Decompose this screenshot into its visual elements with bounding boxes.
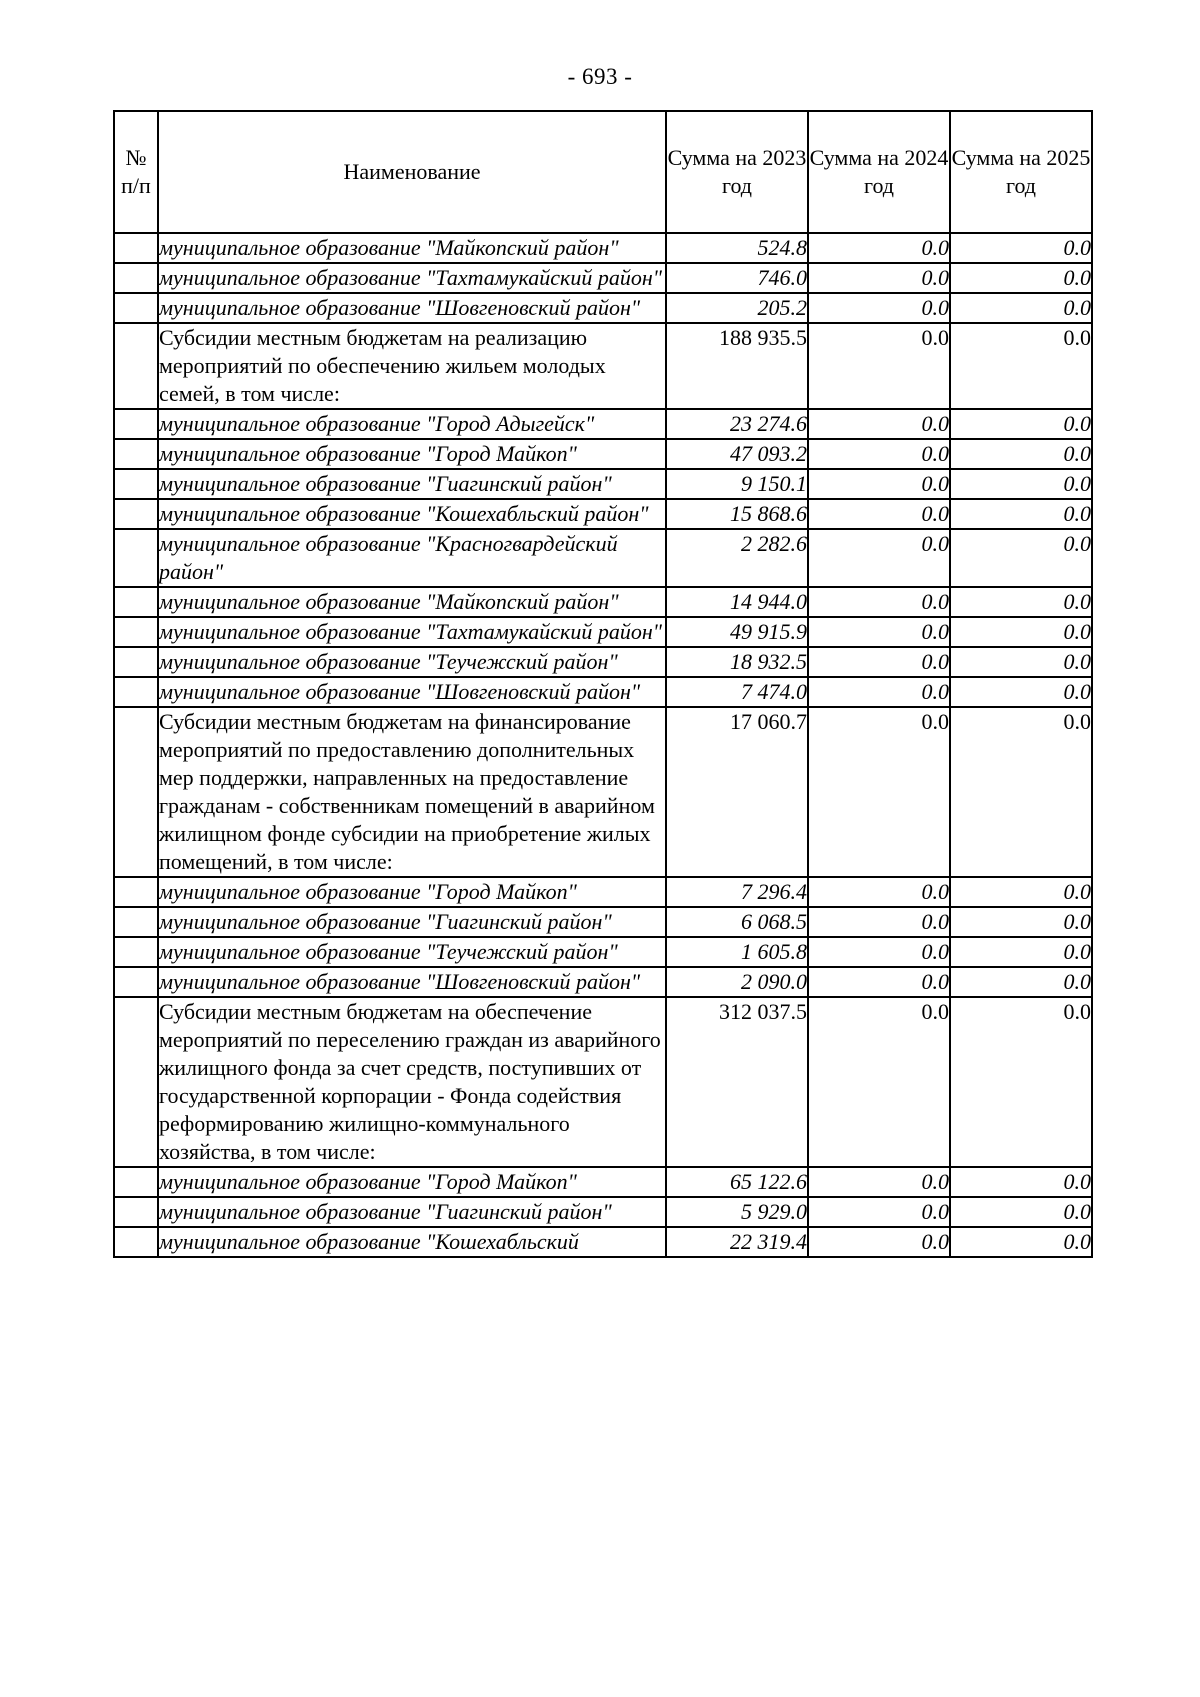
row-2023-cell: 23 274.6 (666, 409, 808, 439)
table-row (114, 1167, 1092, 1197)
row-2025-cell: 0.0 (950, 647, 1092, 677)
table-row (114, 907, 1092, 937)
row-num-cell (114, 529, 158, 587)
row-2025-cell: 0.0 (950, 967, 1092, 997)
table-row (114, 587, 1092, 617)
row-name-cell: муниципальное образование "Город Майкоп" (158, 1167, 666, 1197)
row-num-cell (114, 323, 158, 409)
row-2024-cell: 0.0 (808, 707, 950, 877)
table-header-row (114, 111, 1092, 233)
header-2025: Сумма на 2025 год (950, 111, 1092, 233)
header-num: № п/п (114, 111, 158, 233)
row-2023-cell: 22 319.4 (666, 1227, 808, 1257)
table-row (114, 263, 1092, 293)
page-number: - 693 - (567, 64, 633, 89)
row-2023-cell: 6 068.5 (666, 907, 808, 937)
row-name-cell: муниципальное образование "Теучежский район" (158, 937, 666, 967)
row-2023-cell: 205.2 (666, 293, 808, 323)
row-2025-cell: 0.0 (950, 1227, 1092, 1257)
table-row (114, 439, 1092, 469)
header-2024: Сумма на 2024 год (808, 111, 950, 233)
row-name-cell: муниципальное образование "Гиагинский район" (158, 907, 666, 937)
row-2024-cell: 0.0 (808, 529, 950, 587)
row-2024-cell: 0.0 (808, 997, 950, 1167)
row-num-cell (114, 587, 158, 617)
table-row (114, 499, 1092, 529)
row-2023-cell: 188 935.5 (666, 323, 808, 409)
row-2024-cell: 0.0 (808, 677, 950, 707)
row-name-cell: муниципальное образование "Гиагинский район" (158, 1197, 666, 1227)
table-row (114, 1197, 1092, 1227)
table-row (114, 997, 1092, 1167)
row-2025-cell: 0.0 (950, 617, 1092, 647)
row-num-cell (114, 877, 158, 907)
row-2024-cell: 0.0 (808, 439, 950, 469)
row-num-cell (114, 409, 158, 439)
row-num-cell (114, 439, 158, 469)
table-row (114, 469, 1092, 499)
row-2025-cell: 0.0 (950, 877, 1092, 907)
row-2025-cell: 0.0 (950, 997, 1092, 1167)
row-2024-cell: 0.0 (808, 323, 950, 409)
row-2023-cell: 9 150.1 (666, 469, 808, 499)
row-2023-cell: 49 915.9 (666, 617, 808, 647)
row-2024-cell: 0.0 (808, 233, 950, 263)
row-num-cell (114, 233, 158, 263)
row-name-cell: Субсидии местным бюджетам на реализацию мероприятий по обеспечению жильем молодых семей, в том числе: (158, 323, 666, 409)
row-2025-cell: 0.0 (950, 1167, 1092, 1197)
row-2023-cell: 2 090.0 (666, 967, 808, 997)
row-num-cell (114, 997, 158, 1167)
row-2024-cell: 0.0 (808, 967, 950, 997)
row-2023-cell: 746.0 (666, 263, 808, 293)
row-name-cell: муниципальное образование "Кошехабльский (158, 1227, 666, 1257)
row-name-cell: муниципальное образование "Город Адыгейск" (158, 409, 666, 439)
row-name-cell: муниципальное образование "Красногвардейский район" (158, 529, 666, 587)
row-name-cell: муниципальное образование "Теучежский район" (158, 647, 666, 677)
table-row (114, 323, 1092, 409)
table-row (114, 1227, 1092, 1257)
table-row (114, 877, 1092, 907)
row-2023-cell: 15 868.6 (666, 499, 808, 529)
row-name-cell: муниципальное образование "Тахтамукайский район" (158, 617, 666, 647)
row-2023-cell: 2 282.6 (666, 529, 808, 587)
row-2025-cell: 0.0 (950, 469, 1092, 499)
row-2023-cell: 17 060.7 (666, 707, 808, 877)
budget-table (113, 110, 1093, 1258)
row-2024-cell: 0.0 (808, 907, 950, 937)
table-row (114, 529, 1092, 587)
row-2023-cell: 7 296.4 (666, 877, 808, 907)
row-name-cell: Субсидии местным бюджетам на финансирование мероприятий по предоставлению дополнительных мер поддержки, направленных на предоставление гражданам - собственникам помещений в аварийном жилищном фонде субсидии на приобретение жилых помещений, в том числе: (158, 707, 666, 877)
table-row (114, 967, 1092, 997)
row-2025-cell: 0.0 (950, 1197, 1092, 1227)
table-row (114, 617, 1092, 647)
header-name: Наименование (158, 111, 666, 233)
row-name-cell: муниципальное образование "Шовгеновский район" (158, 967, 666, 997)
row-name-cell: муниципальное образование "Шовгеновский район" (158, 677, 666, 707)
row-name-cell: муниципальное образование "Город Майкоп" (158, 439, 666, 469)
row-2024-cell: 0.0 (808, 647, 950, 677)
row-num-cell (114, 499, 158, 529)
row-2023-cell: 47 093.2 (666, 439, 808, 469)
row-num-cell (114, 1227, 158, 1257)
row-name-cell: муниципальное образование "Кошехабльский район" (158, 499, 666, 529)
row-2024-cell: 0.0 (808, 1227, 950, 1257)
row-2025-cell: 0.0 (950, 409, 1092, 439)
row-name-cell: муниципальное образование "Майкопский район" (158, 233, 666, 263)
table-row (114, 409, 1092, 439)
table-row (114, 707, 1092, 877)
row-2023-cell: 1 605.8 (666, 937, 808, 967)
row-name-cell: муниципальное образование "Шовгеновский район" (158, 293, 666, 323)
row-2024-cell: 0.0 (808, 587, 950, 617)
row-2024-cell: 0.0 (808, 499, 950, 529)
row-2024-cell: 0.0 (808, 293, 950, 323)
row-num-cell (114, 707, 158, 877)
row-num-cell (114, 293, 158, 323)
row-name-cell: Субсидии местным бюджетам на обеспечение мероприятий по переселению граждан из аварийного жилищного фонда за счет средств, поступивших от государственной корпорации - Фонда содействия реформированию жилищно-коммунального хозяйства, в том числе: (158, 997, 666, 1167)
row-name-cell: муниципальное образование "Гиагинский район" (158, 469, 666, 499)
row-2025-cell: 0.0 (950, 907, 1092, 937)
row-2023-cell: 312 037.5 (666, 997, 808, 1167)
row-num-cell (114, 937, 158, 967)
row-2025-cell: 0.0 (950, 499, 1092, 529)
row-2023-cell: 524.8 (666, 233, 808, 263)
row-2024-cell: 0.0 (808, 1197, 950, 1227)
table-row (114, 677, 1092, 707)
row-2023-cell: 7 474.0 (666, 677, 808, 707)
row-2025-cell: 0.0 (950, 677, 1092, 707)
row-2024-cell: 0.0 (808, 263, 950, 293)
row-2025-cell: 0.0 (950, 233, 1092, 263)
table-row (114, 647, 1092, 677)
row-2024-cell: 0.0 (808, 409, 950, 439)
row-2025-cell: 0.0 (950, 707, 1092, 877)
row-2025-cell: 0.0 (950, 587, 1092, 617)
row-num-cell (114, 1167, 158, 1197)
row-2025-cell: 0.0 (950, 529, 1092, 587)
row-num-cell (114, 907, 158, 937)
table-row (114, 937, 1092, 967)
row-num-cell (114, 617, 158, 647)
row-2024-cell: 0.0 (808, 469, 950, 499)
row-2025-cell: 0.0 (950, 293, 1092, 323)
row-2024-cell: 0.0 (808, 617, 950, 647)
table-row (114, 233, 1092, 263)
row-2025-cell: 0.0 (950, 937, 1092, 967)
row-2024-cell: 0.0 (808, 1167, 950, 1197)
row-num-cell (114, 1197, 158, 1227)
row-2023-cell: 18 932.5 (666, 647, 808, 677)
row-num-cell (114, 469, 158, 499)
row-num-cell (114, 677, 158, 707)
row-name-cell: муниципальное образование "Майкопский район" (158, 587, 666, 617)
table-row (114, 293, 1092, 323)
row-2025-cell: 0.0 (950, 439, 1092, 469)
row-2024-cell: 0.0 (808, 937, 950, 967)
row-2023-cell: 65 122.6 (666, 1167, 808, 1197)
row-num-cell (114, 967, 158, 997)
row-2023-cell: 5 929.0 (666, 1197, 808, 1227)
row-num-cell (114, 263, 158, 293)
row-num-cell (114, 647, 158, 677)
row-2025-cell: 0.0 (950, 263, 1092, 293)
row-name-cell: муниципальное образование "Город Майкоп" (158, 877, 666, 907)
table-body (114, 233, 1092, 1257)
row-2023-cell: 14 944.0 (666, 587, 808, 617)
row-name-cell: муниципальное образование "Тахтамукайский район" (158, 263, 666, 293)
row-2025-cell: 0.0 (950, 323, 1092, 409)
header-2023: Сумма на 2023 год (666, 111, 808, 233)
row-2024-cell: 0.0 (808, 877, 950, 907)
